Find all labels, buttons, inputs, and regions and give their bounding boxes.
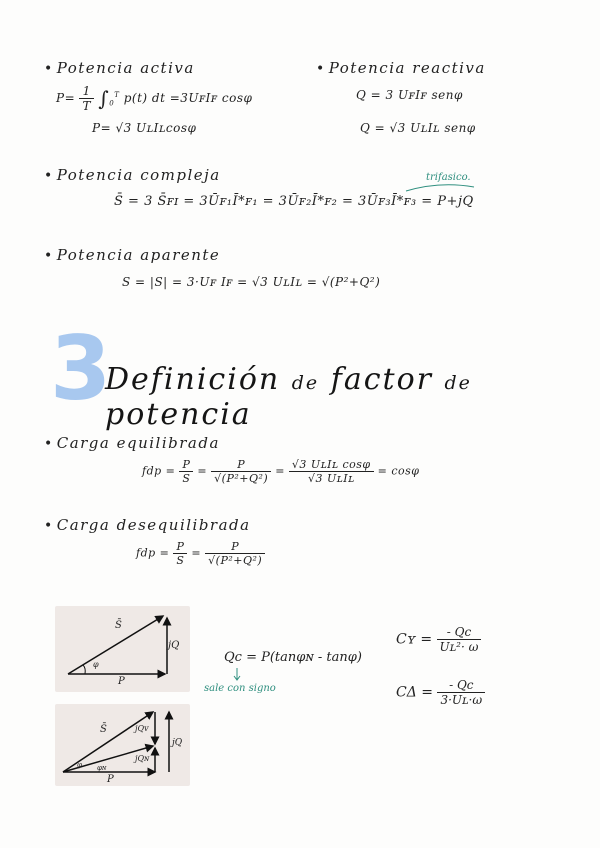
integral-lower: 0 bbox=[109, 99, 115, 108]
label-potencia-activa: Potencia activa bbox=[56, 59, 195, 77]
frac-num: P bbox=[237, 458, 246, 471]
eq-activa-rhs: p(t) dt =3UꜰIꜰ cosφ bbox=[123, 91, 253, 105]
frac-den: T bbox=[79, 98, 94, 113]
eq-fdp-desequilibrada bbox=[136, 540, 265, 567]
label-jqn: jQɴ bbox=[135, 754, 150, 763]
integral-upper: T bbox=[114, 91, 120, 99]
label-carga-equilibrada: Carga equilibrada bbox=[56, 434, 220, 452]
note-sale-con-signo: sale con signo bbox=[204, 683, 276, 694]
label-s: S̄ bbox=[115, 620, 122, 631]
cd-lhs: CΔ = bbox=[396, 684, 434, 701]
label-phi: φ bbox=[93, 660, 99, 669]
frac-den: 3·Uʟ·ω bbox=[437, 692, 485, 707]
title-word-4: de bbox=[444, 372, 472, 394]
title-word-5: potencia bbox=[105, 397, 252, 432]
section-title bbox=[105, 362, 600, 432]
label-jq: jQ bbox=[172, 738, 183, 748]
label-phi-n: φɴ bbox=[97, 764, 107, 772]
power-triangle-diagram bbox=[55, 606, 190, 692]
equals-sign: = bbox=[197, 464, 208, 478]
frac-den: √(P²+Q²) bbox=[205, 553, 265, 567]
fraction-p-sqrt bbox=[205, 540, 265, 567]
bullet-compleja: • Potencia compleja bbox=[44, 166, 221, 184]
angle-arc bbox=[83, 665, 85, 674]
label-carga-desequilibrada: Carga desequilibrada bbox=[56, 516, 251, 534]
eq-activa-lhs: P= bbox=[56, 91, 76, 105]
fraction-cy bbox=[437, 625, 482, 654]
brace-trifasico bbox=[404, 183, 476, 193]
bullet-equilibrada: • Carga equilibrada bbox=[44, 434, 220, 452]
eq-qc: Qc = P(tanφɴ - tanφ) bbox=[224, 650, 362, 665]
cy-lhs: Cʏ = bbox=[396, 631, 433, 648]
frac-den: Uʟ²· ω bbox=[437, 639, 482, 654]
fraction-1-over-t bbox=[79, 84, 94, 113]
title-word-1: Definición bbox=[105, 362, 281, 397]
eq-activa-2: P= √3 UʟIʟcosφ bbox=[92, 121, 197, 135]
frac-num: - Qc bbox=[449, 678, 474, 692]
bullet-activa: • Potencia activa bbox=[44, 59, 195, 77]
bullet-aparente: • Potencia aparente bbox=[44, 246, 221, 264]
fraction-ul-il bbox=[289, 458, 374, 485]
frac-num: P bbox=[176, 540, 185, 553]
eq-reactiva-2: Q = √3 UʟIʟ senφ bbox=[360, 121, 476, 135]
label-s: S̄ bbox=[100, 724, 107, 735]
label-jqv: jQᴠ bbox=[135, 724, 149, 733]
label-potencia-aparente: Potencia aparente bbox=[56, 246, 221, 264]
frac-den: S bbox=[179, 471, 193, 485]
arrow-down-icon bbox=[232, 668, 242, 682]
eq-aparente: S = |S| = 3·Uꜰ Iꜰ = √3 UʟIʟ = √(P²+Q²) bbox=[122, 275, 381, 289]
fraction-p-s bbox=[173, 540, 187, 567]
frac-den: √(P²+Q²) bbox=[211, 471, 271, 485]
label-phi: φ bbox=[77, 761, 82, 769]
label-p: P bbox=[118, 676, 125, 687]
title-word-3: factor bbox=[330, 362, 433, 397]
eq-cd bbox=[396, 678, 485, 707]
frac-num: P bbox=[231, 540, 240, 553]
integral-sign: ∫ bbox=[98, 86, 110, 111]
label-potencia-compleja: Potencia compleja bbox=[56, 166, 221, 184]
fraction-p-s bbox=[179, 458, 193, 485]
fraction-cd bbox=[437, 678, 485, 707]
eq-reactiva-1: Q = 3 UꜰIꜰ senφ bbox=[356, 88, 463, 102]
fdp-lhs: fdp = bbox=[136, 546, 170, 560]
eq-cy bbox=[396, 625, 481, 654]
section-number: 3 bbox=[50, 317, 112, 420]
frac-num: 1 bbox=[82, 84, 91, 98]
label-p: P bbox=[107, 774, 114, 785]
frac-num: P bbox=[182, 458, 191, 471]
compensation-diagram bbox=[55, 704, 190, 786]
fdp-lhs: fdp = bbox=[142, 464, 176, 478]
title-word-2: de bbox=[291, 372, 320, 394]
label-potencia-reactiva: Potencia reactiva bbox=[328, 59, 486, 77]
note-trifasico: trifasico. bbox=[426, 172, 471, 183]
label-jq: jQ bbox=[168, 640, 180, 651]
frac-den: S bbox=[173, 553, 187, 567]
frac-num: - Qc bbox=[446, 625, 472, 639]
equals-sign: = bbox=[191, 546, 202, 560]
eq-compleja: S̄ = 3 S̄ꜰɪ = 3Ūꜰ₁Ī*ꜰ₁ = 3Ūꜰ₂Ī*ꜰ₂ = 3Ūꜰ₃Ī*ꜰ₃ = P+jQ bbox=[114, 194, 474, 209]
compensation-svg bbox=[55, 704, 190, 786]
equals-sign: = bbox=[275, 464, 285, 478]
bullet-desequilibrada: • Carga desequilibrada bbox=[44, 516, 251, 534]
eq-fdp-equilibrada bbox=[142, 458, 419, 485]
frac-den: √3 UʟIʟ bbox=[289, 471, 374, 485]
bullet-reactiva: • Potencia reactiva bbox=[316, 59, 486, 77]
frac-num: √3 UʟIʟ cosφ bbox=[291, 458, 371, 471]
eq-activa-1 bbox=[56, 84, 252, 113]
fraction-p-sqrt bbox=[211, 458, 271, 485]
fdp-rhs: = cosφ bbox=[377, 464, 420, 478]
